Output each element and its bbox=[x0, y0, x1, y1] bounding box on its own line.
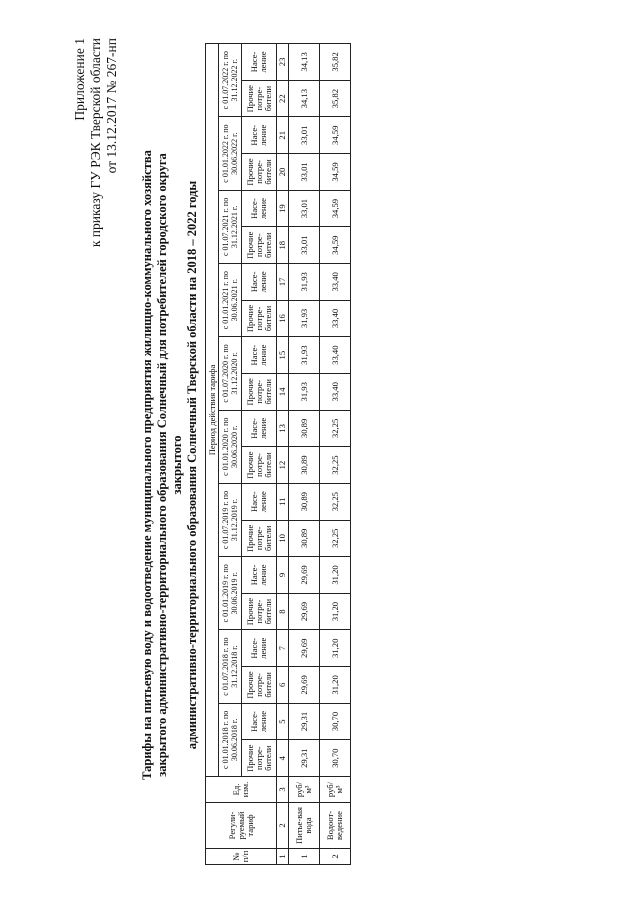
row-unit: руб/м³ bbox=[289, 777, 320, 803]
tariff-value-cell: 32,25 bbox=[320, 520, 351, 557]
table-row bbox=[320, 44, 351, 865]
period-header: с 01.01.2021 г. по 30.06.2021 г. bbox=[219, 264, 242, 337]
column-number-cell: 7 bbox=[277, 630, 289, 667]
column-number-cell: 1 bbox=[277, 849, 289, 865]
tariff-value-cell: 33,40 bbox=[320, 337, 351, 374]
tariff-value-cell: 33,01 bbox=[289, 117, 320, 154]
period-header: с 01.07.2018 г. по 31.12.2018 г. bbox=[219, 630, 242, 703]
tariff-value-cell: 29,69 bbox=[289, 667, 320, 704]
tariff-value-cell: 34,59 bbox=[320, 117, 351, 154]
period-header: с 01.07.2019 г. по 31.12.2019 г. bbox=[219, 483, 242, 556]
column-number-cell: 3 bbox=[277, 777, 289, 803]
tariff-value-cell: 34,59 bbox=[320, 190, 351, 227]
appendix-line-1: Приложение 1 bbox=[72, 38, 87, 121]
subheader-other-consumers: Прочие потре-бители bbox=[242, 447, 277, 484]
header-row-period bbox=[206, 44, 219, 865]
tariff-value-cell: 30,89 bbox=[289, 447, 320, 484]
subheader-population: Насе-ление bbox=[242, 557, 277, 594]
tariff-value-cell: 33,01 bbox=[289, 190, 320, 227]
column-number-cell: 22 bbox=[277, 80, 289, 117]
header-row-dates bbox=[219, 44, 242, 865]
period-header: с 01.07.2020 г. по 31.12.2020 г. bbox=[219, 337, 242, 410]
appendix-header bbox=[72, 38, 120, 247]
row-unit: руб/м³ bbox=[320, 777, 351, 803]
tariff-value-cell: 31,20 bbox=[320, 667, 351, 704]
tariff-table bbox=[205, 43, 351, 865]
header-tariff: Регули-руемый тариф bbox=[206, 803, 277, 849]
tariff-value-cell: 29,69 bbox=[289, 630, 320, 667]
row-number: 1 bbox=[289, 849, 320, 865]
subheader-other-consumers: Прочие потре-бители bbox=[242, 373, 277, 410]
tariff-value-cell: 32,25 bbox=[320, 447, 351, 484]
column-number-cell: 16 bbox=[277, 300, 289, 337]
title-line-1: Тарифы на питьевую воду и водоотведение муниципального предприятия жилищно-коммунального хозяйства bbox=[140, 150, 154, 780]
subheader-other-consumers: Прочие потре-бители bbox=[242, 227, 277, 264]
subheader-population: Насе-ление bbox=[242, 190, 277, 227]
tariff-value-cell: 30,89 bbox=[289, 483, 320, 520]
column-number-cell: 10 bbox=[277, 520, 289, 557]
column-number-cell: 19 bbox=[277, 190, 289, 227]
row-number: 2 bbox=[320, 849, 351, 865]
tariff-value-cell: 29,31 bbox=[289, 740, 320, 777]
tariff-value-cell: 29,69 bbox=[289, 557, 320, 594]
subheader-other-consumers: Прочие потре-бители bbox=[242, 667, 277, 704]
header-number: № п/п bbox=[206, 849, 277, 865]
column-number-cell: 23 bbox=[277, 44, 289, 81]
subheader-other-consumers: Прочие потре-бители bbox=[242, 593, 277, 630]
column-number-cell: 13 bbox=[277, 410, 289, 447]
title-line-3: административно-территориального образования Солнечный Тверской области на 2018 – 2022 годы bbox=[185, 180, 199, 750]
subheader-other-consumers: Прочие потре-бители bbox=[242, 740, 277, 777]
tariff-value-cell: 33,40 bbox=[320, 264, 351, 301]
tariff-value-cell: 30,89 bbox=[289, 520, 320, 557]
column-number-cell: 12 bbox=[277, 447, 289, 484]
subheader-population: Насе-ление bbox=[242, 44, 277, 81]
appendix-line-2: к приказу ГУ РЭК Тверской области bbox=[88, 38, 103, 248]
header-period: Период действия тарифа bbox=[206, 44, 219, 777]
tariff-value-cell: 32,25 bbox=[320, 483, 351, 520]
period-header: с 01.01.2019 г. по 30.06.2019 г. bbox=[219, 557, 242, 630]
row-tariff-name: Водоот-ведение bbox=[320, 803, 351, 849]
subheader-population: Насе-ление bbox=[242, 337, 277, 374]
subheader-population: Насе-ление bbox=[242, 410, 277, 447]
column-number-cell: 6 bbox=[277, 667, 289, 704]
subheader-population: Насе-ление bbox=[242, 630, 277, 667]
subheader-other-consumers: Прочие потре-бители bbox=[242, 520, 277, 557]
tariff-value-cell: 31,93 bbox=[289, 337, 320, 374]
tariff-value-cell: 30,89 bbox=[289, 410, 320, 447]
subheader-other-consumers: Прочие потре-бители bbox=[242, 154, 277, 191]
table-row bbox=[289, 44, 320, 865]
column-number-cell: 11 bbox=[277, 483, 289, 520]
column-number-cell: 20 bbox=[277, 154, 289, 191]
row-tariff-name: Питье-вая вода bbox=[289, 803, 320, 849]
period-header: с 01.01.2022 г. по 30.06.2022 г. bbox=[219, 117, 242, 190]
period-header: с 01.01.2018 г. по 30.06.2018 г. bbox=[219, 703, 242, 776]
column-number-cell: 5 bbox=[277, 703, 289, 740]
period-header: с 01.07.2022 г. по 31.12.2022 г. bbox=[219, 44, 242, 117]
tariff-value-cell: 33,40 bbox=[320, 373, 351, 410]
tariff-value-cell: 34,13 bbox=[289, 44, 320, 81]
tariff-value-cell: 29,31 bbox=[289, 703, 320, 740]
tariff-value-cell: 30,70 bbox=[320, 703, 351, 740]
subheader-population: Насе-ление bbox=[242, 703, 277, 740]
header-row-consumers bbox=[242, 44, 277, 865]
column-number-cell: 17 bbox=[277, 264, 289, 301]
column-number-cell: 14 bbox=[277, 373, 289, 410]
tariff-value-cell: 31,93 bbox=[289, 300, 320, 337]
tariff-value-cell: 32,25 bbox=[320, 410, 351, 447]
tariff-value-cell: 34,13 bbox=[289, 80, 320, 117]
subheader-other-consumers: Прочие потре-бители bbox=[242, 300, 277, 337]
subheader-population: Насе-ление bbox=[242, 117, 277, 154]
appendix-line-3: от 13.12.2017 № 267-нп bbox=[104, 38, 119, 174]
tariff-value-cell: 31,93 bbox=[289, 264, 320, 301]
column-number-cell: 15 bbox=[277, 337, 289, 374]
document-title bbox=[140, 145, 200, 785]
tariff-value-cell: 31,20 bbox=[320, 630, 351, 667]
column-number-cell: 9 bbox=[277, 557, 289, 594]
tariff-value-cell: 31,93 bbox=[289, 373, 320, 410]
period-header: с 01.07.2021 г. по 31.12.2021 г. bbox=[219, 190, 242, 263]
tariff-value-cell: 29,69 bbox=[289, 593, 320, 630]
column-numbers-row bbox=[277, 44, 289, 865]
period-header: с 01.01.2020 г. по 30.06.2020 г. bbox=[219, 410, 242, 483]
column-number-cell: 8 bbox=[277, 593, 289, 630]
tariff-value-cell: 31,20 bbox=[320, 593, 351, 630]
column-number-cell: 21 bbox=[277, 117, 289, 154]
tariff-value-cell: 34,59 bbox=[320, 154, 351, 191]
subheader-population: Насе-ление bbox=[242, 483, 277, 520]
tariff-value-cell: 34,59 bbox=[320, 227, 351, 264]
tariff-value-cell: 35,82 bbox=[320, 44, 351, 81]
tariff-value-cell: 33,01 bbox=[289, 227, 320, 264]
tariff-value-cell: 35,82 bbox=[320, 80, 351, 117]
column-number-cell: 4 bbox=[277, 740, 289, 777]
header-unit: Ед. изм. bbox=[206, 777, 277, 803]
tariff-value-cell: 30,70 bbox=[320, 740, 351, 777]
subheader-population: Насе-ление bbox=[242, 264, 277, 301]
subheader-other-consumers: Прочие потре-бители bbox=[242, 80, 277, 117]
tariff-value-cell: 33,01 bbox=[289, 154, 320, 191]
tariff-value-cell: 31,20 bbox=[320, 557, 351, 594]
column-number-cell: 2 bbox=[277, 803, 289, 849]
column-number-cell: 18 bbox=[277, 227, 289, 264]
tariff-value-cell: 33,40 bbox=[320, 300, 351, 337]
title-line-2: закрытого административно-территориального образования Солнечный для потребителей городского округа закрытого bbox=[155, 153, 184, 777]
